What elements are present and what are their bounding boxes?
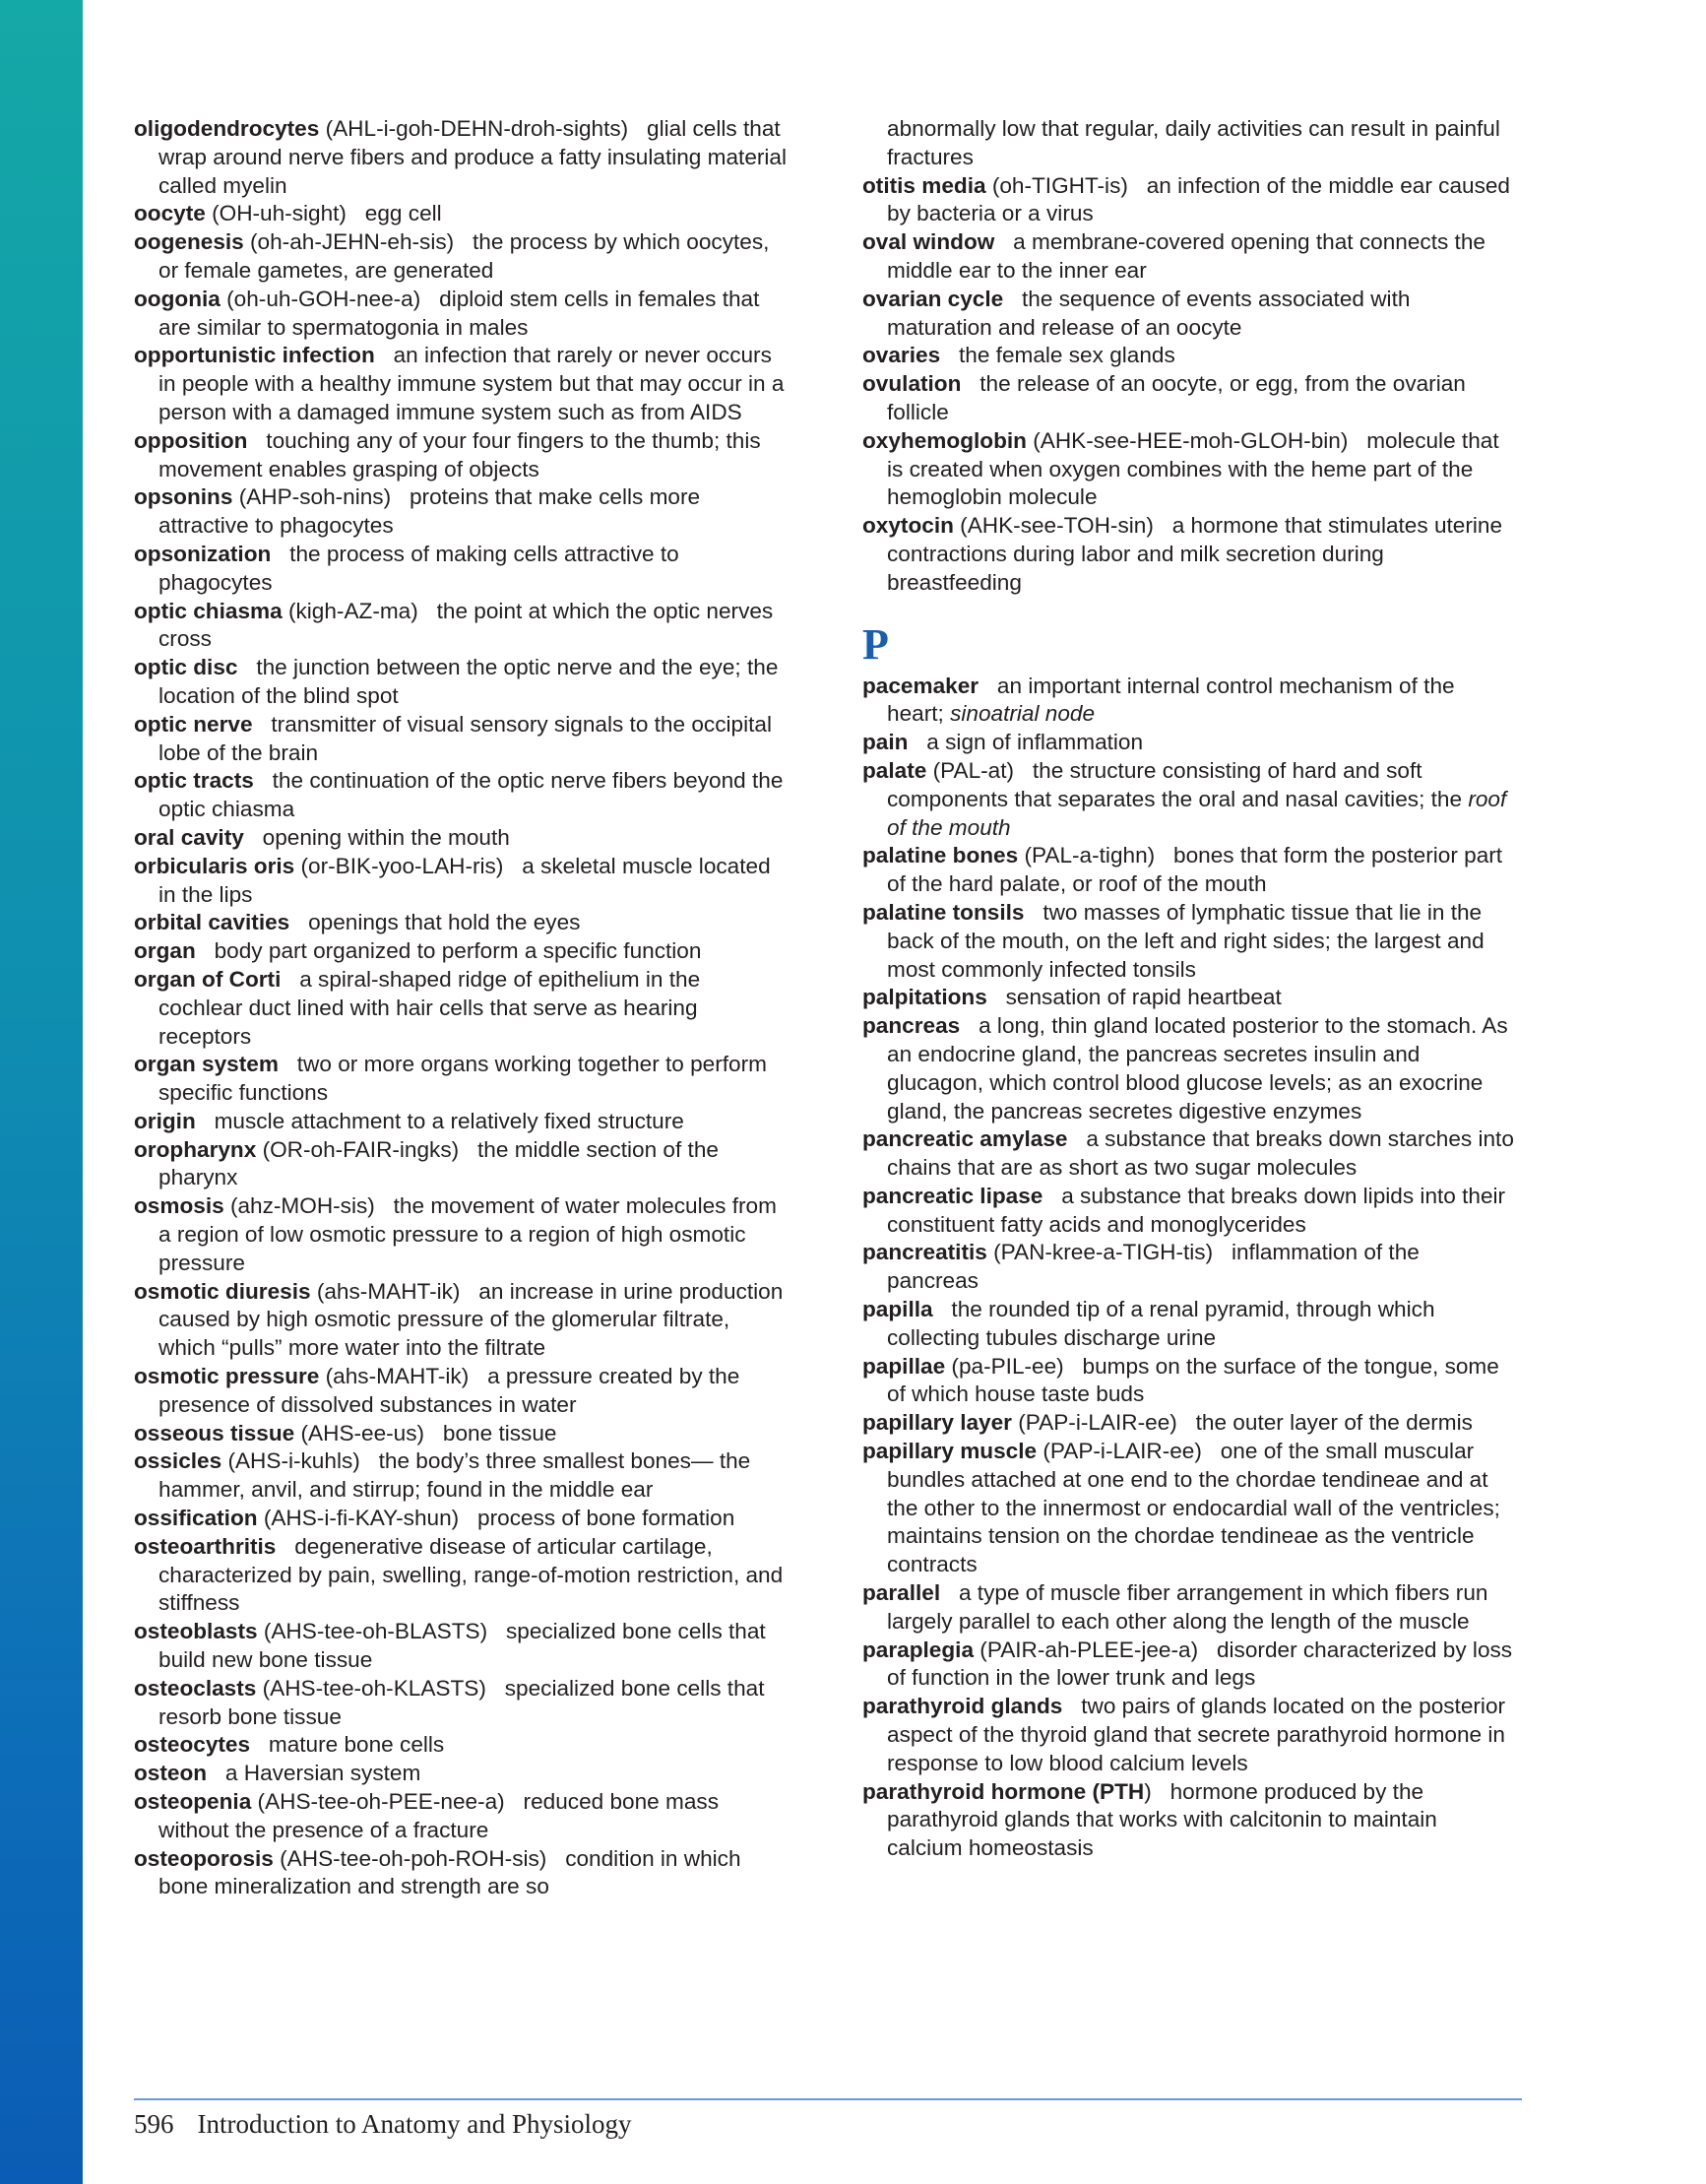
glossary-entry — [134, 711, 788, 768]
entry-pronunciation: (AHK-see-HEE-moh-GLOH-bin) — [1026, 427, 1349, 453]
entry-definition: reduced bone mass without the presence of a fracture — [158, 1789, 719, 1842]
entry-definition: bumps on the surface of the tongue, some of which house taste buds — [887, 1353, 1499, 1407]
entry-term: pancreatic lipase — [862, 1183, 1043, 1208]
entry-term: pancreatitis — [862, 1240, 987, 1265]
glossary-entry — [862, 1579, 1516, 1637]
entry-definition: hormone produced by the parathyroid glands that works with calcitonin to maintain calcium homeostasis — [887, 1778, 1437, 1861]
entry-definition: the process of making cells attractive to phagocytes — [158, 541, 679, 595]
entry-term: oval window — [862, 229, 995, 255]
entry-definition: specialized bone cells that build new bone tissue — [158, 1619, 766, 1673]
entry-term: oral cavity — [134, 824, 244, 850]
entry-term: osmotic pressure — [134, 1364, 320, 1389]
entry-term: origin — [134, 1108, 196, 1133]
entry-pronunciation: (AHS-tee-oh-BLASTS) — [257, 1619, 488, 1644]
glossary-column-left — [134, 115, 788, 1901]
entry-term: palatine tonsils — [862, 899, 1025, 925]
entry-definition: openings that hold the eyes — [308, 910, 581, 935]
entry-definition: a substance that breaks down lipids into their constituent fatty acids and monoglycerides — [887, 1183, 1506, 1237]
entry-pronunciation: (AHS-i-fi-KAY-shun) — [257, 1506, 460, 1531]
entry-definition: process of bone formation — [477, 1506, 735, 1531]
entry-term: ovaries — [862, 343, 941, 368]
entry-pronunciation: (or-BIK-yoo-LAH-ris) — [294, 853, 504, 878]
entry-term: ossification — [134, 1506, 258, 1531]
glossary-entry — [134, 824, 788, 853]
entry-term: osteopenia — [134, 1789, 252, 1815]
entry-term: oogonia — [134, 286, 221, 311]
page-footer — [134, 2109, 631, 2140]
entry-term: oropharynx — [134, 1136, 257, 1162]
entry-definition: specialized bone cells that resorb bone tissue — [158, 1675, 765, 1729]
glossary-entry — [134, 1788, 788, 1845]
entry-term: ovarian cycle — [862, 286, 1004, 311]
entry-definition: the process by which oocytes, or female gametes, are generated — [158, 229, 770, 283]
book-title: Introduction to Anatomy and Physiology — [197, 2109, 632, 2139]
entry-italic: sinoatrial node — [950, 701, 1096, 727]
entry-pronunciation: (PAIR-ah-PLEE-jee-a) — [974, 1637, 1199, 1662]
glossary-column-right — [862, 115, 1516, 1863]
entry-definition: sensation of rapid heartbeat — [1005, 985, 1282, 1010]
entry-term: papillae — [862, 1353, 946, 1379]
entry-term: orbicularis oris — [134, 853, 295, 878]
glossary-entry — [134, 1731, 788, 1760]
entry-term: osteoblasts — [134, 1619, 258, 1644]
entry-definition: degenerative disease of articular cartilage, characterized by pain, swelling, range-of-motion restriction, and stiffness — [158, 1533, 784, 1616]
entry-definition: proteins that make cells more attractive to phagocytes — [158, 484, 701, 539]
entry-definition: a sign of inflammation — [926, 730, 1144, 755]
entry-definition: an infection of the middle ear caused by bacteria or a virus — [887, 172, 1511, 226]
continuation-text: abnormally low that regular, daily activities can result in painful fractures — [887, 116, 1500, 169]
entry-definition: muscle attachment to a relatively fixed structure — [214, 1108, 684, 1133]
entry-term: oocyte — [134, 201, 206, 226]
entry-term: pacemaker — [862, 673, 979, 698]
entry-term: optic disc — [134, 655, 238, 680]
entry-term: osteoarthritis — [134, 1533, 277, 1559]
entry-definition: two masses of lymphatic tissue that lie in the back of the mouth, on the left and right sides; the largest and most commonly infected tonsils — [887, 899, 1485, 982]
glossary-entry — [134, 1845, 788, 1902]
entry-definition: a type of muscle fiber arrangement in which fibers run largely parallel to each other along the length of the muscle — [887, 1580, 1488, 1634]
entry-pronunciation: (AHS-tee-oh-PEE-nee-a) — [251, 1789, 505, 1815]
glossary-entry — [134, 115, 788, 200]
entry-term: pancreatic amylase — [862, 1126, 1068, 1152]
entry-definition: the movement of water molecules from a region of low osmotic pressure to a region of high osmotic pressure — [158, 1193, 777, 1275]
entry-definition: the body’s three smallest bones— the hammer, anvil, and stirrup; found in the middle ear — [158, 1448, 751, 1503]
glossary-entry — [862, 1353, 1516, 1410]
entry-definition: bone tissue — [442, 1420, 557, 1445]
entry-pronunciation: (ahz-MOH-sis) — [223, 1193, 375, 1219]
entry-pronunciation: (AHS-tee-oh-poh-ROH-sis) — [273, 1845, 547, 1871]
entry-definition: a substance that breaks down starches into chains that are as short as two sugar molecules — [887, 1126, 1514, 1181]
glossary-entry — [862, 899, 1516, 984]
entry-definition: the sequence of events associated with maturation and release of an oocyte — [887, 286, 1411, 340]
entry-definition: disorder characterized by loss of function in the lower trunk and legs — [887, 1637, 1513, 1691]
glossary-entry — [134, 1278, 788, 1363]
glossary-entry — [134, 767, 788, 824]
entry-pronunciation: (ahs-MAHT-ik) — [310, 1278, 461, 1304]
entry-pronunciation: (PAL-a-tighn) — [1018, 843, 1156, 868]
glossary-entry — [134, 1363, 788, 1420]
glossary-entry — [134, 909, 788, 937]
entry-term: parallel — [862, 1580, 941, 1606]
entry-pronunciation: ) — [1144, 1778, 1152, 1804]
entry-term: optic nerve — [134, 711, 253, 737]
glossary-entry — [862, 1125, 1516, 1183]
entry-definition: an infection that rarely or never occurs in people with a healthy immune system but that may occur in a person with a damaged immune system such as from AIDS — [158, 343, 785, 424]
glossary-entry — [862, 1637, 1516, 1694]
entry-pronunciation: (PAP-i-LAIR-ee) — [1037, 1439, 1202, 1464]
entry-pronunciation: (AHS-i-kuhls) — [221, 1448, 360, 1474]
glossary-entry — [862, 228, 1516, 286]
entry-pronunciation: (OH-uh-sight) — [205, 201, 347, 226]
entry-definition: the structure consisting of hard and soft components that separates the oral and nasal cavities; the — [887, 757, 1463, 811]
side-color-bar — [0, 0, 83, 2184]
entry-definition: a spiral-shaped ridge of epithelium in the cochlear duct lined with hair cells that serve as hearing receptors — [158, 966, 701, 1049]
entry-term: pancreas — [862, 1013, 961, 1039]
glossary-entry — [862, 172, 1516, 229]
section-letter: P — [862, 619, 889, 669]
entry-term: opsonins — [134, 484, 233, 510]
entry-pronunciation: (oh-uh-GOH-nee-a) — [220, 286, 421, 311]
entry-definition: a membrane-covered opening that connects the middle ear to the inner ear — [887, 229, 1485, 283]
entry-term: osmosis — [134, 1193, 224, 1219]
entry-definition: opening within the mouth — [262, 824, 510, 850]
entry-pronunciation: (pa-PIL-ee) — [945, 1353, 1064, 1379]
glossary-entry — [862, 1693, 1516, 1777]
glossary-entry — [134, 1192, 788, 1277]
entry-pronunciation: (AHS-ee-us) — [294, 1420, 425, 1445]
entry-definition: bones that form the posterior part of the hard palate, or roof of the mouth — [887, 843, 1503, 897]
glossary-entry — [134, 1051, 788, 1108]
entry-pronunciation: (PAL-at) — [926, 757, 1015, 783]
footer-rule — [134, 2098, 1522, 2100]
entry-term: papillary layer — [862, 1410, 1012, 1436]
entry-pronunciation: (PAP-i-LAIR-ee) — [1011, 1410, 1177, 1436]
entry-term: oxytocin — [862, 513, 954, 539]
entry-term: parathyroid hormone (PTH — [862, 1778, 1145, 1804]
glossary-entry — [134, 654, 788, 711]
glossary-entry — [134, 853, 788, 910]
entry-pronunciation: (OR-oh-FAIR-ingks) — [256, 1136, 460, 1162]
entry-term: opposition — [134, 427, 248, 453]
entry-pronunciation: (AHS-tee-oh-KLASTS) — [256, 1675, 486, 1701]
glossary-entry — [862, 984, 1516, 1012]
entry-definition: a skeletal muscle located in the lips — [158, 853, 771, 907]
entry-definition: molecule that is created when oxygen combines with the heme part of the hemoglobin molecule — [887, 427, 1499, 510]
glossary-entry — [134, 1618, 788, 1675]
glossary-entry — [134, 1760, 788, 1788]
glossary-entry — [862, 842, 1516, 899]
entry-term: papillary muscle — [862, 1439, 1038, 1464]
glossary-entry — [862, 427, 1516, 512]
entry-term: ovulation — [862, 371, 962, 397]
entry-definition: glial cells that wrap around nerve fibers and produce a fatty insulating material called myelin — [158, 116, 788, 198]
glossary-entry — [862, 673, 1516, 730]
entry-italic: roof of the mouth — [887, 786, 1507, 840]
entry-term: oligodendrocytes — [134, 116, 320, 141]
glossary-entry — [862, 729, 1516, 757]
entry-term: palatine bones — [862, 843, 1019, 868]
entry-term: osseous tissue — [134, 1420, 295, 1445]
entry-term: osteoporosis — [134, 1845, 274, 1871]
glossary-entry — [862, 1438, 1516, 1579]
entry-term: oxyhemoglobin — [862, 427, 1027, 453]
entry-term: orbital cavities — [134, 910, 290, 935]
glossary-entry — [134, 1505, 788, 1533]
entry-term: parathyroid glands — [862, 1694, 1063, 1719]
glossary-entry — [134, 342, 788, 426]
glossary-entry — [134, 200, 788, 228]
entry-term: palate — [862, 757, 927, 783]
entry-term: organ of Corti — [134, 966, 282, 992]
glossary-entry — [862, 1012, 1516, 1125]
entry-definition: one of the small muscular bundles attached at one end to the chordae tendineae and at the other to the innermost or endocardial wall of the ventricles; maintains tension on the chordae tendineae as the ventricle contracts — [887, 1439, 1500, 1577]
entry-definition: the junction between the optic nerve and the eye; the location of the blind spot — [158, 655, 779, 708]
glossary-entry — [862, 512, 1516, 597]
glossary-entry — [134, 1136, 788, 1193]
glossary-entry — [862, 1296, 1516, 1353]
entry-definition: an increase in urine production caused by high osmotic pressure of the glomerular filtrate, which “pulls” more water into the filtrate — [158, 1278, 784, 1361]
glossary-entry — [134, 228, 788, 286]
entry-definition: touching any of your four fingers to the thumb; this movement enables grasping of objects — [158, 427, 761, 482]
entry-definition: mature bone cells — [268, 1732, 445, 1758]
entry-term: papilla — [862, 1297, 933, 1322]
glossary-entry — [862, 1183, 1516, 1240]
entry-term: opsonization — [134, 541, 272, 566]
entry-term: opportunistic infection — [134, 343, 375, 368]
entry-definition: a Haversian system — [224, 1761, 421, 1786]
glossary-entry — [134, 1675, 788, 1732]
entry-definition: two or more organs working together to perform specific functions — [158, 1052, 767, 1106]
entry-term: optic chiasma — [134, 598, 283, 623]
entry-term: organ — [134, 938, 196, 964]
entry-pronunciation: (oh-ah-JEHN-eh-sis) — [243, 229, 455, 255]
glossary-entry — [862, 1239, 1516, 1296]
glossary-entry — [134, 1447, 788, 1505]
glossary-entry — [134, 286, 788, 343]
glossary-entry — [134, 427, 788, 484]
glossary-entry — [134, 598, 788, 655]
entry-definition: condition in which bone mineralization and strength are so — [158, 1845, 741, 1899]
entry-term: optic tracts — [134, 768, 254, 794]
entry-term: ossicles — [134, 1448, 222, 1474]
entry-definition: egg cell — [364, 201, 442, 226]
entry-definition: a pressure created by the presence of dissolved substances in water — [158, 1364, 740, 1417]
entry-definition: inflammation of the pancreas — [887, 1240, 1420, 1294]
entry-definition: the continuation of the optic nerve fibers beyond the optic chiasma — [158, 768, 784, 822]
entry-term: pain — [862, 730, 909, 755]
entry-definition: a long, thin gland located posterior to the stomach. As an endocrine gland, the pancreas secretes insulin and glucagon, which control blood glucose levels; as an exocrine gland, the pancreas secretes digestive enzymes — [887, 1013, 1508, 1124]
entry-definition: the point at which the optic nerves cross — [158, 598, 774, 652]
glossary-entry — [862, 370, 1516, 427]
entry-term: osteocytes — [134, 1732, 251, 1758]
entry-definition: diploid stem cells in females that are similar to spermatogonia in males — [158, 286, 760, 340]
glossary-entry — [862, 1409, 1516, 1438]
entry-pronunciation: (kigh-AZ-ma) — [282, 598, 418, 623]
page-number: 596 — [134, 2109, 174, 2139]
entry-pronunciation: (AHL-i-goh-DEHN-droh-sights) — [319, 116, 629, 141]
entry-term: osteoclasts — [134, 1675, 257, 1701]
glossary-entry — [862, 1778, 1516, 1863]
entry-definition: the middle section of the pharynx — [158, 1136, 719, 1190]
entry-pronunciation: (oh-TIGHT-is) — [985, 172, 1128, 198]
entry-definition: the outer layer of the dermis — [1195, 1410, 1473, 1436]
entry-term: otitis media — [862, 172, 986, 198]
entry-term: osteon — [134, 1761, 208, 1786]
entry-pronunciation: (AHP-soh-nins) — [232, 484, 392, 510]
glossary-entry — [862, 286, 1516, 343]
entry-term: osmotic diuresis — [134, 1278, 311, 1304]
entry-definition: the rounded tip of a renal pyramid, through which collecting tubules discharge urine — [887, 1297, 1435, 1350]
entry-pronunciation: (AHK-see-TOH-sin) — [953, 513, 1154, 539]
entry-definition: a hormone that stimulates uterine contractions during labor and milk secretion during breastfeeding — [887, 513, 1503, 595]
glossary-entry — [134, 483, 788, 541]
entry-term: organ system — [134, 1052, 279, 1077]
entry-definition: an important internal control mechanism of the heart; — [887, 673, 1455, 727]
entry-definition: the female sex glands — [958, 343, 1175, 368]
entry-term: oogenesis — [134, 229, 244, 255]
entry-definition: transmitter of visual sensory signals to the occipital lobe of the brain — [158, 711, 772, 765]
glossary-entry — [134, 1108, 788, 1136]
entry-definition: two pairs of glands located on the posterior aspect of the thyroid gland that secrete parathyroid hormone in response to low blood calcium levels — [887, 1694, 1506, 1775]
entry-definition: the release of an oocyte, or egg, from the ovarian follicle — [887, 371, 1466, 424]
glossary-entry — [134, 1420, 788, 1448]
glossary-entry — [134, 541, 788, 598]
entry-term: paraplegia — [862, 1637, 975, 1662]
glossary-entry — [862, 757, 1516, 842]
entry-definition: body part organized to perform a specific function — [214, 938, 702, 964]
glossary-entry — [134, 1533, 788, 1618]
entry-pronunciation: (ahs-MAHT-ik) — [319, 1364, 470, 1389]
glossary-entry — [862, 342, 1516, 370]
entry-term: palpitations — [862, 985, 987, 1010]
glossary-entry — [134, 937, 788, 966]
glossary-entry — [134, 966, 788, 1051]
entry-pronunciation: (PAN-kree-a-TIGH-tis) — [986, 1240, 1214, 1265]
